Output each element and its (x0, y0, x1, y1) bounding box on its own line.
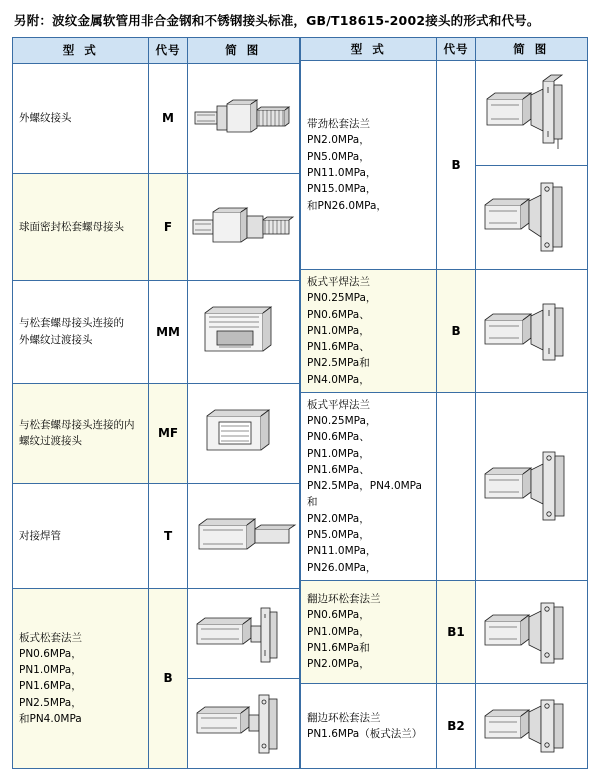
row-figure (187, 173, 299, 280)
row-figure (475, 683, 587, 768)
row-figure (187, 678, 299, 768)
row-type: 板式松套法兰 PN0.6MPa，PN1.0MPa， PN1.6MPa，PN2.5MPa， 和PN4.0MPa (13, 589, 149, 769)
row-code: T (149, 484, 187, 589)
row-code: B1 (437, 580, 475, 683)
table-row (13, 589, 300, 679)
table-row (13, 173, 300, 280)
row-code: B2 (437, 683, 475, 768)
row-figure (475, 61, 587, 166)
table-row (301, 61, 588, 166)
row-type: 翻边环松套法兰 PN0.6MPa，PN1.0MPa， PN1.6MPa和PN2.0MPa， (301, 580, 437, 683)
row-type: 球面密封松套螺母接头 (13, 173, 149, 280)
table-row (301, 683, 588, 768)
header-type: 型 式 (13, 38, 149, 64)
row-figure (475, 580, 587, 683)
row-type: 外螺纹接头 (13, 63, 149, 173)
row-type: 翻边环松套法兰 PN1.6MPa（板式法兰） (301, 683, 437, 768)
row-code: M (149, 63, 187, 173)
row-type: 与松套螺母接头连接的内 螺纹过渡接头 (13, 383, 149, 484)
row-figure (187, 280, 299, 383)
row-code: MF (149, 383, 187, 484)
right-table (300, 37, 588, 769)
row-figure (187, 484, 299, 589)
row-type: 对接焊管 (13, 484, 149, 589)
header-figure: 简 图 (475, 38, 587, 61)
row-code: B (437, 61, 475, 270)
table-header-row (13, 38, 300, 64)
left-table (12, 37, 300, 769)
tables-container (0, 37, 600, 769)
row-type: 带劲松套法兰 PN2.0MPa，PN5.0MPa， PN11.0MPa，PN15.0MPa， 和PN26.0MPa， (301, 61, 437, 270)
row-code: F (149, 173, 187, 280)
table-row (301, 392, 588, 580)
table-row (13, 383, 300, 484)
row-figure (187, 383, 299, 484)
header-type: 型 式 (301, 38, 437, 61)
row-code: MM (149, 280, 187, 383)
row-figure (475, 392, 587, 580)
row-figure (187, 589, 299, 679)
row-type: 与松套螺母接头连接的 外螺纹过渡接头 (13, 280, 149, 383)
page-title: 另附：波纹金属软管用非合金钢和不锈钢接头标准，GB/T18615-2002接头的形式和代号。 (14, 13, 540, 28)
row-code: B (437, 270, 475, 393)
row-figure (475, 270, 587, 393)
table-row (13, 280, 300, 383)
row-code (437, 392, 475, 580)
table-row (13, 484, 300, 589)
header-code: 代号 (437, 38, 475, 61)
row-figure (187, 63, 299, 173)
row-type: 板式平焊法兰 PN0.25MPa，PN0.6MPa、 PN1.0MPa，PN1.6MPa、 PN2.5MPa，PN4.0MPa 和 PN2.0MPa，PN5.0MPa， PN11.0MPa，PN26.0MPa， (301, 392, 437, 580)
table-row (301, 580, 588, 683)
row-figure (475, 165, 587, 270)
header-figure: 简 图 (187, 38, 299, 64)
row-code: B (149, 589, 187, 769)
table-header-row (301, 38, 588, 61)
row-type: 板式平焊法兰 PN0.25MPa，PN0.6MPa、 PN1.0MPa，PN1.6MPa、 PN2.5MPa和PN4.0MPa， (301, 270, 437, 393)
table-row (301, 270, 588, 393)
header-code: 代号 (149, 38, 187, 64)
table-row (13, 63, 300, 173)
